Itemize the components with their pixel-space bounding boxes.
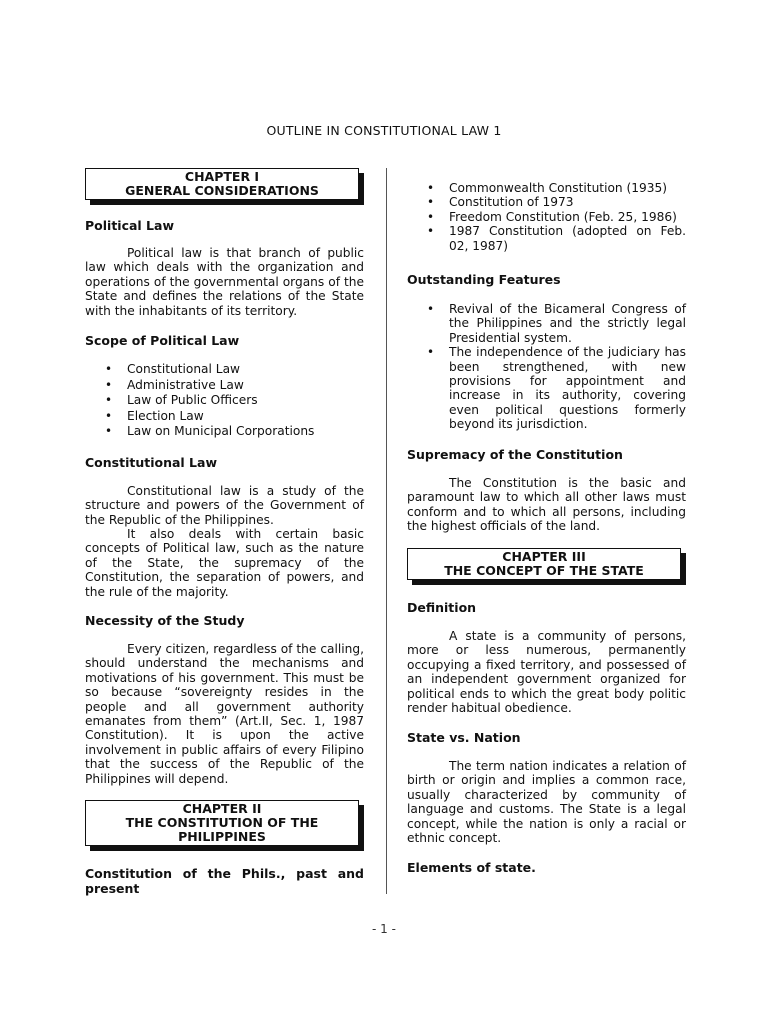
list-item: • Revival of the Bicameral Congress of the Philippines and the strictly legal Presidential system. — [427, 302, 686, 345]
chapter-3-title: THE CONCEPT OF THE STATE — [444, 563, 644, 578]
document-title: OUTLINE IN CONSTITUTIONAL LAW 1 — [266, 123, 502, 138]
bullet-icon: • — [105, 393, 113, 407]
list-item: • The independence of the judiciary has been strengthened, with new provisions for appointment and increase in its authority, covering even political questions formerly beyond its jurisdiction. — [427, 345, 686, 432]
list-item: • Law on Municipal Corporations — [105, 424, 315, 438]
list-item: • Administrative Law — [105, 377, 244, 392]
necessity-text: Every citizen, regardless of the calling, should understand the mechanisms and motivations of his government. This must be so because “sovereignty resides in the people and all government authority emanates from them” (Art.II, Sec. 1, 1987 Constitution). It is upon the active involvement in public affairs of every Filipino that the success of the Republic of the Philippines will depend. — [85, 642, 364, 786]
list-item: • Constitution of 1973 — [427, 195, 574, 210]
bullet-icon: • — [105, 377, 113, 392]
chapter-3-box — [407, 548, 681, 580]
constitutions-list — [427, 181, 686, 253]
list-item: • Law of Public Officers — [105, 393, 258, 407]
chapter-3-number: CHAPTER III — [502, 549, 586, 564]
list-item: • Freedom Constitution (Feb. 25, 1986) — [427, 209, 677, 224]
column-divider — [386, 168, 387, 894]
state-vs-nation-heading: State vs. Nation — [407, 730, 521, 745]
chapter-1-number: CHAPTER I — [184, 169, 260, 184]
bullet-icon: • — [427, 345, 435, 360]
political-law-heading: Political Law — [85, 218, 175, 233]
list-item: • Election Law — [105, 408, 204, 423]
constitutional-law-text-1: Constitutional law is a study of the structure and powers of the Government of the Republic of the Philippines. — [85, 484, 364, 527]
chapter-2-number: CHAPTER II — [182, 801, 262, 816]
political-law-text: Political law is that branch of public law which deals with the organization and operations of the governmental organs of the State and defines the relations of the State with the inhabitants of its territory. — [85, 246, 364, 318]
bullet-icon: • — [105, 408, 113, 423]
supremacy-heading: Supremacy of the Constitution — [407, 447, 623, 462]
bullet-icon: • — [427, 209, 435, 224]
elements-of-state-heading: Elements of state. — [407, 860, 536, 875]
outstanding-features-list — [427, 302, 686, 432]
bullet-icon: • — [427, 195, 435, 210]
list-item: • Commonwealth Constitution (1935) — [427, 181, 668, 195]
scope-heading: Scope of Political Law — [85, 333, 240, 348]
definition-text: A state is a community of persons, more or less numerous, permanently occupying a fixed territory, and possessed of an independent government organized for political ends to which the great body politic render habitual obedience. — [407, 629, 686, 716]
chapter-1-title: GENERAL CONSIDERATIONS — [125, 183, 319, 198]
state-vs-nation-text: The term nation indicates a relation of birth or origin and implies a common race, usually characterized by community of language and customs. The State is a legal concept, while the nation is only a racial or ethnic concept. — [407, 759, 686, 846]
chapter-2-box — [85, 800, 359, 846]
bullet-icon: • — [105, 362, 113, 376]
scope-list — [85, 362, 364, 440]
definition-heading: Definition — [407, 600, 477, 615]
bullet-icon: • — [427, 181, 435, 195]
bullet-icon: • — [427, 224, 435, 239]
constitution-past-present-heading: Constitution of the Phils., past and present — [85, 866, 364, 896]
list-item: • Constitutional Law — [105, 362, 241, 376]
chapter-2-title-line-1: THE CONSTITUTION OF THE — [125, 815, 319, 830]
list-item: • 1987 Constitution (adopted on Feb. 02, 1987) — [427, 224, 686, 253]
supremacy-text: The Constitution is the basic and paramount law to which all other laws must conform and to which all persons, including the highest officials of the land. — [407, 476, 686, 534]
constitutional-law-heading: Constitutional Law — [85, 455, 218, 470]
constitutional-law-text-2: It also deals with certain basic concepts of Political law, such as the nature of the State, the supremacy of the Constitution, the separation of powers, and the rule of the majority. — [85, 527, 364, 599]
necessity-heading: Necessity of the Study — [85, 613, 245, 628]
bullet-icon: • — [427, 302, 435, 316]
chapter-2-title-line-2: PHILIPPINES — [178, 829, 266, 844]
page-number: - 1 - — [372, 922, 396, 936]
outstanding-features-heading: Outstanding Features — [407, 272, 561, 287]
chapter-1-box — [85, 168, 359, 200]
bullet-icon: • — [105, 424, 113, 438]
